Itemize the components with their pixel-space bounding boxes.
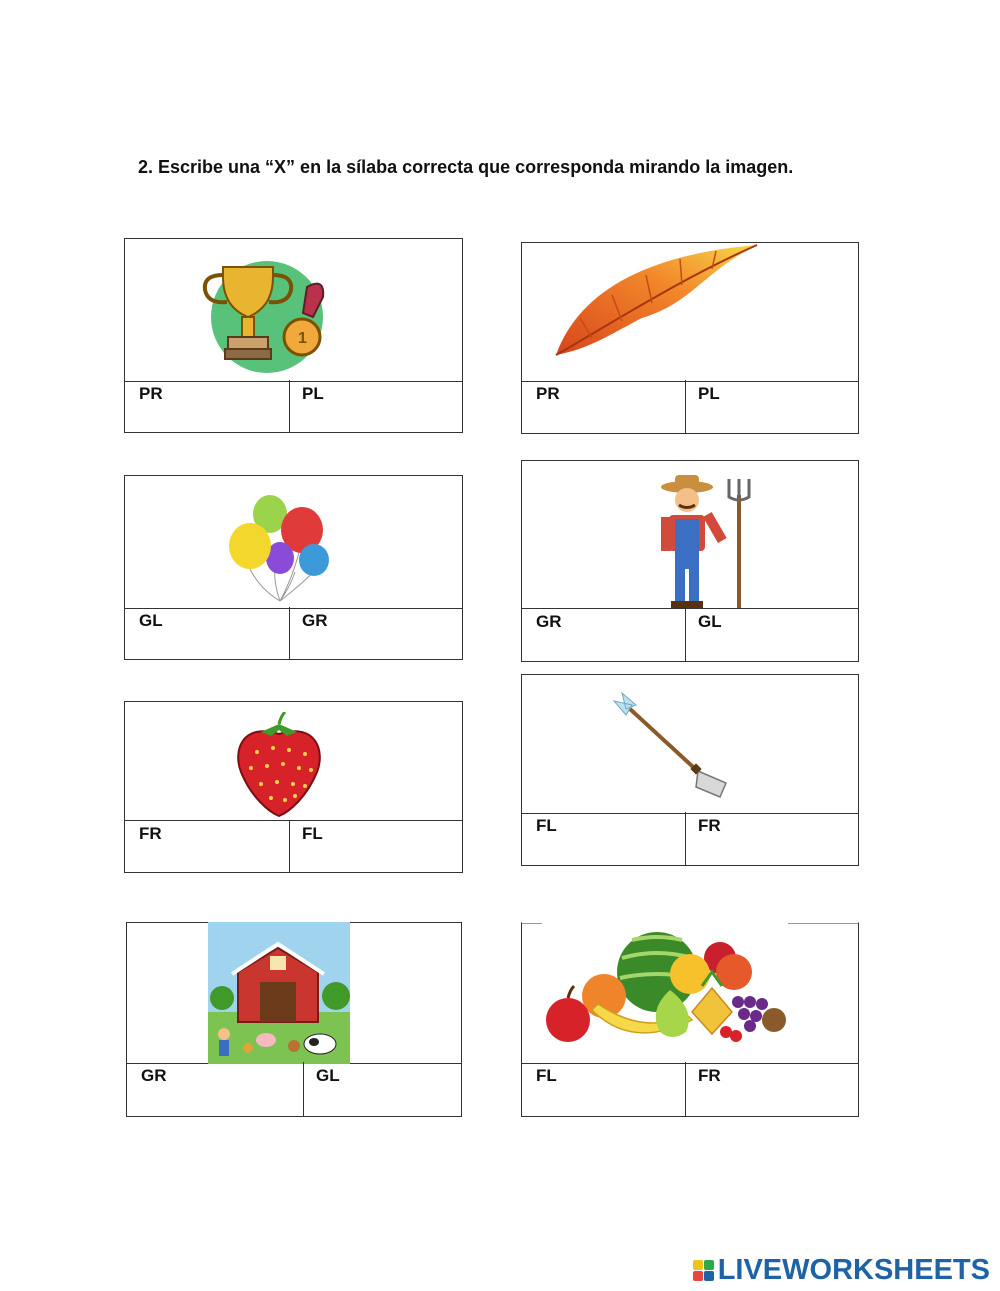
syllable-option[interactable]: GR <box>302 611 328 630</box>
brand-name: LIVEWORKSHEETS <box>717 1254 990 1286</box>
exercise-card-farm <box>126 922 462 1117</box>
syllable-option[interactable]: PL <box>302 384 324 403</box>
farmer-icon <box>657 475 757 609</box>
fruit-basket-icon <box>542 928 787 1048</box>
top-border-segment <box>522 923 858 924</box>
logo-tile <box>704 1260 714 1270</box>
trophy-medal-icon <box>195 257 335 375</box>
picture-area <box>522 923 858 1064</box>
syllable-option[interactable]: GL <box>698 612 722 631</box>
syllable-option[interactable]: FL <box>302 824 323 843</box>
syllable-option[interactable]: GR <box>522 608 686 661</box>
syllable-option[interactable]: FL <box>522 812 686 865</box>
feather-icon <box>552 243 772 368</box>
liveworksheets-logo-icon <box>693 1260 714 1281</box>
picture-area <box>125 239 462 382</box>
liveworksheets-logo[interactable] <box>693 1254 990 1287</box>
picture-area <box>127 923 461 1064</box>
syllable-option[interactable]: FL <box>522 1062 686 1116</box>
syllable-option[interactable]: GL <box>125 607 290 659</box>
exercise-card-balloons <box>124 475 463 660</box>
exercise-card-farmer <box>521 460 859 662</box>
balloons-icon <box>220 494 340 604</box>
exercise-card-feather <box>521 242 859 434</box>
exercise-card-trophy <box>124 238 463 433</box>
picture-area <box>522 675 858 814</box>
exercise-card-strawberry <box>124 701 463 873</box>
syllable-option[interactable]: GL <box>316 1066 340 1085</box>
arrow-icon <box>612 691 732 801</box>
syllable-option[interactable]: FR <box>125 820 290 872</box>
syllable-option[interactable]: FR <box>698 1066 721 1085</box>
syllable-option[interactable]: PR <box>522 380 686 433</box>
exercise-card-arrow <box>521 674 859 866</box>
logo-tile <box>693 1260 703 1270</box>
instruction-heading: 2. Escribe una “X” en la sílaba correcta que corresponda mirando la imagen. <box>138 157 794 177</box>
strawberry-icon <box>231 712 327 818</box>
syllable-option[interactable]: PL <box>698 384 720 403</box>
picture-area <box>125 702 462 821</box>
syllable-option[interactable]: FR <box>698 816 721 835</box>
farm-barn-icon <box>208 922 350 1064</box>
syllable-option[interactable]: PR <box>125 380 290 432</box>
picture-area <box>125 476 462 609</box>
syllable-option[interactable]: GR <box>127 1062 304 1116</box>
picture-area <box>522 461 858 609</box>
picture-area <box>522 243 858 382</box>
logo-tile <box>704 1271 714 1281</box>
svg-text:1: 1 <box>298 330 307 347</box>
logo-tile <box>693 1271 703 1281</box>
exercise-card-fruits <box>521 922 859 1117</box>
